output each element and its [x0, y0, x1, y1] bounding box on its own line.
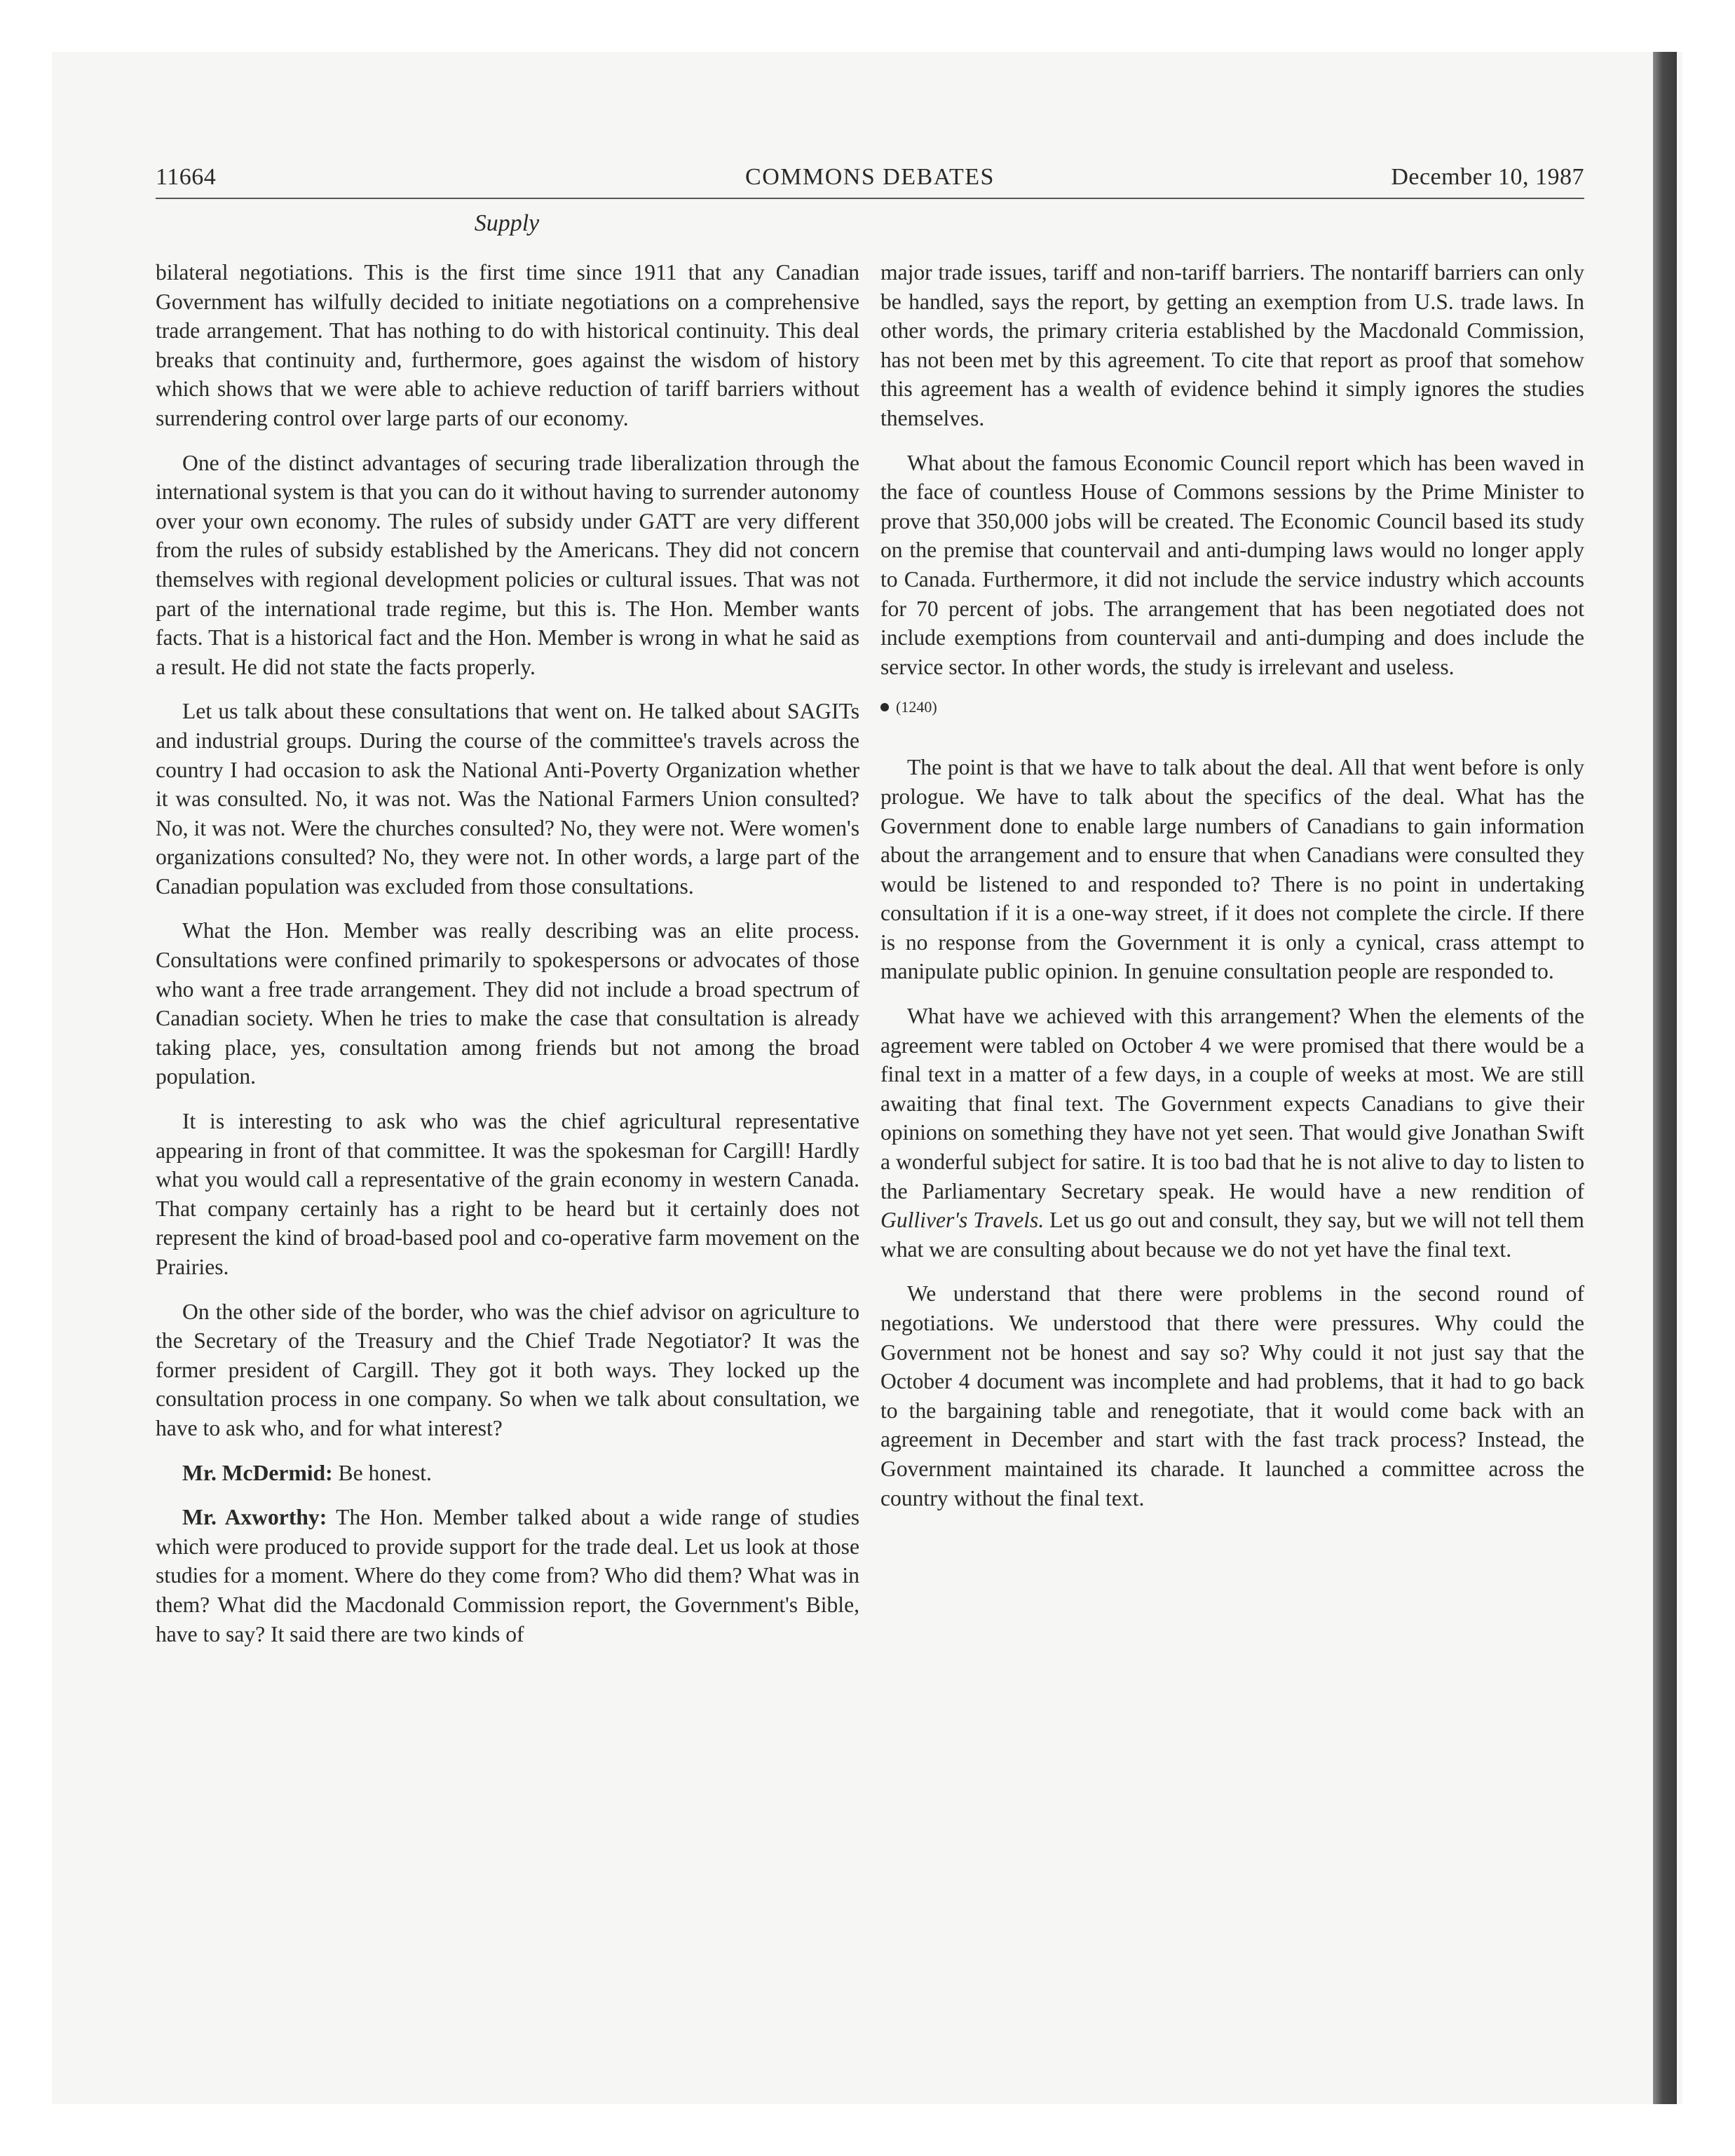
speaker-name: Mr. McDermid: — [182, 1460, 333, 1485]
paragraph: major trade issues, tariff and non-tariff barriers. The nontariff barriers can only be handled, says the report, by getting an exemption from U.S. trade laws. In other words, the primary criteria established by the Macdonald Commission, has not been met by this agreement. To cite that report as proof that somehow this agreement has a wealth of evidence behind it simply ignores the studies themselves. — [880, 260, 1584, 430]
scan-edge-shadow — [1653, 52, 1677, 2104]
speaker-name: Mr. Axworthy: — [182, 1505, 327, 1530]
paragraph: bilateral negotiations. This is the first time since 1911 that any Canadian Government has wilfully decided to initiate negotiations on a comprehensive trade arrangement. That has nothing to do with historical continuity. This deal breaks that continuity and, furthermore, goes against the wisdom of history which shows that we were able to achieve reduction of tariff barriers without surrendering control over large parts of our economy. — [156, 260, 859, 430]
paragraph-text: What have we achieved with this arrangement? When the elements of the agreement were tabled on October 4 we were promised that there would be a final text in a matter of a few days, in a couple of weeks at most. We are still awaiting that final text. The Government expects Canadians to give their opinions on something they have not yet seen. That would give Jonathan Swift a wonderful subject for satire. It is too bad that he is not alive to day to listen to the Parliamentary Secretary speak. He would have a new rendition of — [880, 1004, 1584, 1203]
publication-date: December 10, 1987 — [1391, 164, 1584, 190]
paragraph: On the other side of the border, who was the chief advisor on agriculture to the Secretary of the Treasury and the Chief Trade Negotiator? It was the former president of Cargill. They got it both ways. They locked up the consultation process in one company. So when we talk about consultation, we have to ask who, and for what interest? — [156, 1299, 859, 1440]
speech-text: Be honest. — [332, 1460, 432, 1485]
page-header — [156, 164, 1584, 200]
header-rule — [156, 198, 1584, 199]
speech-text: The Hon. Member talked about a wide range of studies which were produced to provide support for the trade deal. Let us look at those studies for a moment. Where do they come from? Who did them? What was in them? What did the Macdonald Commission report, the Government's Bible, have to say? It said there are two kinds of — [156, 1505, 860, 1646]
speaker-paragraph — [156, 1503, 859, 1649]
paragraph — [880, 1002, 1584, 1264]
paragraph: It is interesting to ask who was the chief agricultural representative appearing in front of that committee. It was the spokesman for Cargill! Hardly what you would call a representative of the grain economy in western Canada. That company certainly has a right to be heard but it certainly does not represent the kind of broad-based pool and co-operative farm movement on the Prairies. — [156, 1109, 859, 1279]
paragraph: What the Hon. Member was really describing was an elite process. Consultations were confined primarily to spokespersons or advocates of those who want a free trade arrangement. They did not include a broad spectrum of Canadian society. When he tries to make the case that consultation is already taking place, yes, consultation among friends but not among the broad population. — [156, 918, 859, 1089]
time-marker — [880, 697, 1584, 718]
paragraph: Let us talk about these consultations that went on. He talked about SAGITs and industrial groups. During the course of the committee's travels across the country I had occasion to ask the National Anti-Poverty Organization whether it was consulted. No, it was not. Was the National Farmers Union consulted? No, it was not. Were the churches consulted? No, they were not. Were women's organizations consulted? No, they were not. In other words, a large part of the Canadian population was excluded from those consultations. — [156, 699, 859, 899]
paragraph: We understand that there were problems in the second round of negotiations. We understood that there were pressures. Why could the Government not be honest and say so? Why could it not just say that the October 4 document was incomplete and had problems, that it had to go back to the bargaining table and renegotiate, that it would come back with an agreement in December and start with the fast track process? Instead, the Government maintained its charade. It launched a committee across the country without the final text. — [880, 1281, 1584, 1510]
paragraph: The point is that we have to talk about the deal. All that went before is only prologue. We have to talk about the specifics of the deal. What has the Government done to enable large numbers of Canadians to gain information about the arrangement and to ensure that when Canadians were consulted they would be listened to and responded to? There is no point in undertaking consultation if it is a one-way street, if it does not complete the circle. If there is no response from the Government it is only a cynical, crass attempt to manipulate public opinion. In genuine consultation people are responded to. — [880, 755, 1584, 984]
paragraph: One of the distinct advantages of securing trade liberalization through the international system is that you can do it without having to surrender autonomy over your own economy. The rules of subsidy under GATT are very different from the rules of subsidy established by the Americans. They did not concern themselves with regional development policies or cultural issues. That was not part of the international trade regime, but this is. The Hon. Member wants facts. That is a historical fact and the Hon. Member is wrong in what he said as a result. He did not state the facts properly. — [156, 450, 859, 679]
publication-title: COMMONS DEBATES — [745, 164, 995, 190]
right-column — [880, 258, 1584, 1528]
left-column — [156, 258, 859, 1664]
book-title: Gulliver's Travels. — [880, 1208, 1045, 1233]
section-title: Supply — [474, 210, 540, 236]
time-marker-text: (1240) — [896, 698, 937, 716]
page-number: 11664 — [156, 164, 217, 190]
speaker-paragraph — [156, 1459, 859, 1488]
paragraph-text: Let us go out and consult, they say, but we will not tell them what we are consulting about because we do not yet have the final text. — [880, 1208, 1584, 1262]
paragraph: What about the famous Economic Council report which has been waved in the face of countless House of Commons sessions by the Prime Minister to prove that 350,000 jobs will be created. The Economic Council based its study on the premise that countervail and anti-dumping laws would no longer apply to Canada. Furthermore, it did not include the service industry which accounts for 70 percent of jobs. The arrangement that has been negotiated does not include exemptions from countervail and anti-dumping and does include the service sector. In other words, the study is irrelevant and useless. — [880, 450, 1584, 679]
bullet-dot-icon — [880, 703, 889, 711]
